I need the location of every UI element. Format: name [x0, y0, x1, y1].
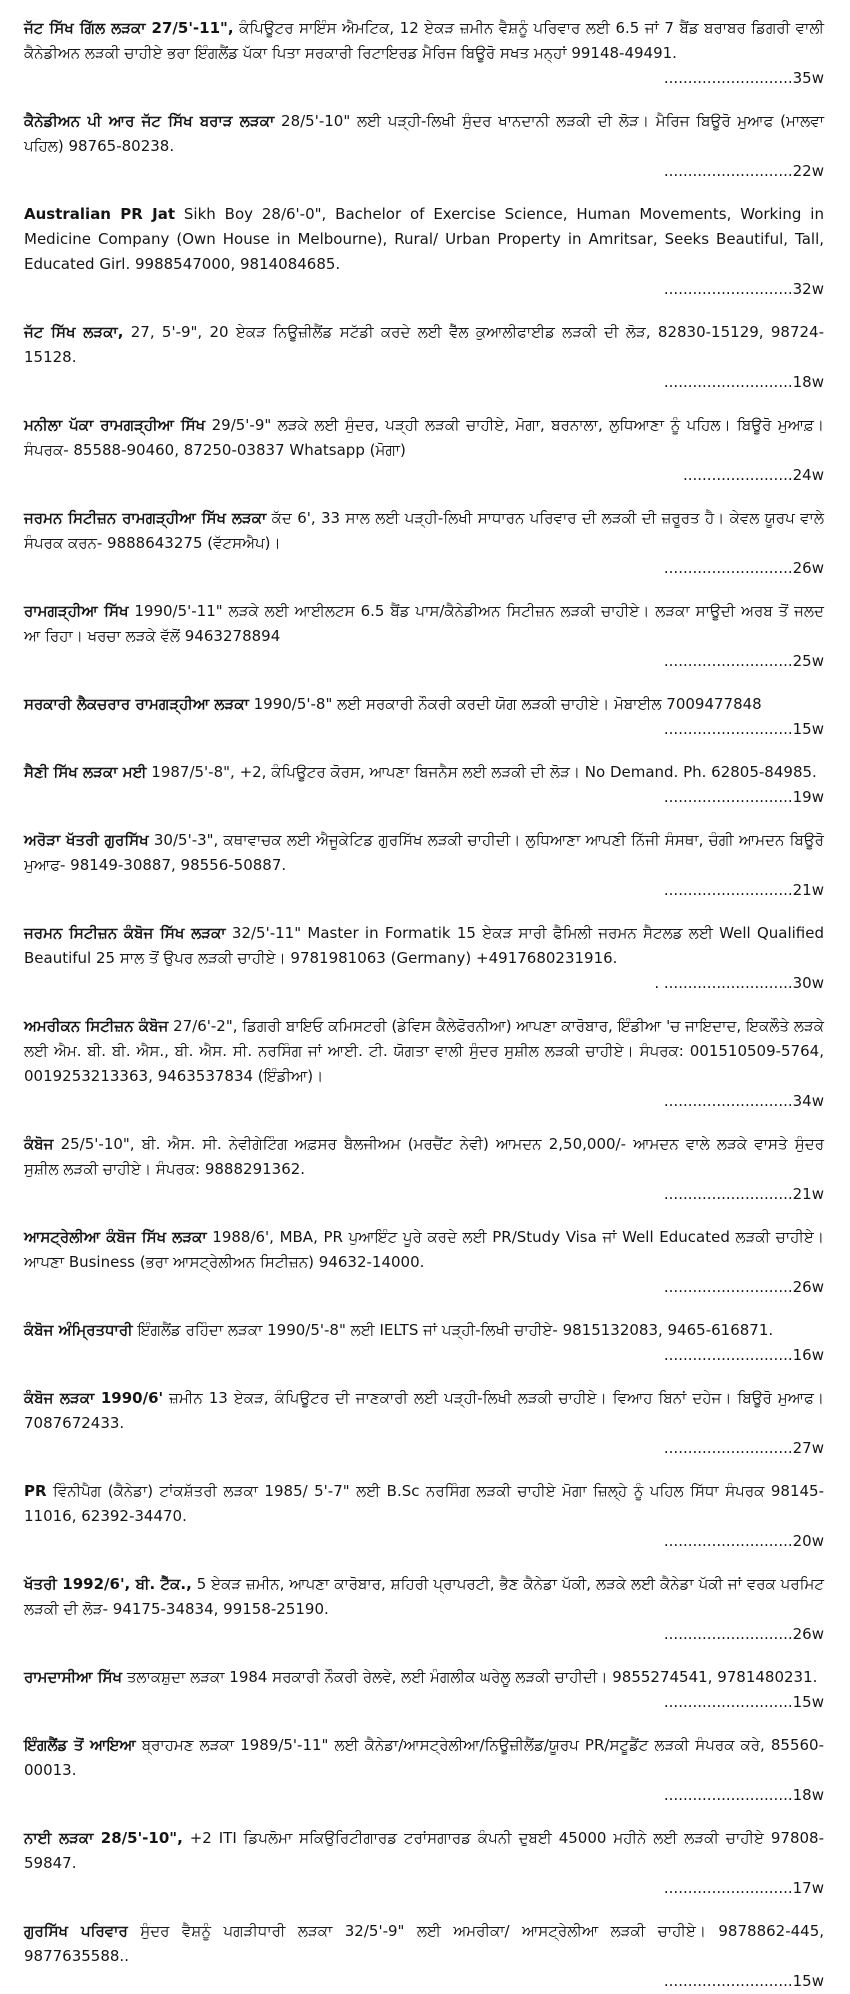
ad-body: ਇੰਗਲੈਂਡ ਰਹਿੰਦਾ ਲੜਕਾ 1990/5'-8" ਲਈ IELTS ਜਾਂ ਪੜ੍ਹੀ-ਲਿਖੀ ਚਾਹੀਏ- 9815132083, 9465-616871. — [132, 1321, 774, 1339]
ad-leader-dots: ........................... — [663, 1439, 793, 1457]
ad-footer — [24, 971, 824, 996]
ad-text — [24, 1014, 824, 1089]
ad-footer — [24, 1622, 824, 1647]
ad-word-count: 19w — [792, 788, 824, 806]
ad-leader-dots: ........................... — [663, 559, 793, 577]
ad-leader-dots: ........................... — [663, 69, 793, 87]
ad-text — [24, 202, 824, 277]
ad-word-count: 32w — [792, 280, 824, 298]
ad-body: 1990/5'-11" ਲੜਕੇ ਲਈ ਆਈਲਟਸ 6.5 ਬੈਂਡ ਪਾਸ/ਕੈਨੇਡੀਅਨ ਸਿਟੀਜ਼ਨ ਲੜਕੀ ਚਾਹੀਏ। ਲੜਕਾ ਸਾਊਦੀ ਅਰਬ ਤੋਂ ਜਲਦ ਆ ਰਿਹਾ। ਖਰਚਾ ਲੜਕੇ ਵੱਲੋਂ 9463278894 — [24, 602, 824, 645]
ad-footer — [24, 1969, 824, 1994]
ad-text — [24, 320, 824, 370]
ad-body: 25/5'-10", ਬੀ. ਐਸ. ਸੀ. ਨੇਵੀਗੇਟਿੰਗ ਅਫ਼ਸਰ ਬੈਲਜੀਅਮ (ਮਰਚੈਂਟ ਨੇਵੀ) ਆਮਦਨ 2,50,000/- ਆਮਦਨ ਵਾਲੇ ਲੜਕੇ ਵਾਸਤੇ ਸੁੰਦਰ ਸੁਸ਼ੀਲ ਲੜਕੀ ਚਾਹੀਏ। ਸੰਪਰਕ: 9888291362. — [24, 1135, 824, 1178]
ad-headline: ਜਰਮਨ ਸਿਟੀਜ਼ਨ ਰਾਮਗੜ੍ਹੀਆ ਸਿੱਖ ਲੜਕਾ — [24, 509, 267, 527]
classified-ad — [24, 1014, 824, 1114]
ad-headline: ਇੰਗਲੈਂਡ ਤੋਂ ਆਇਆ — [24, 1736, 136, 1754]
ad-headline: ਨਾਈ ਲੜਕਾ 28/5'-10", — [24, 1829, 183, 1847]
ad-footer — [24, 1690, 824, 1715]
ad-leader-dots: ........................... — [663, 720, 793, 738]
ad-body: ਵਿੰਨੀਪੈਗ (ਕੈਨੇਡਾ) ਟਾਂਕਸ਼ੱਤਰੀ ਲੜਕਾ 1985/ 5'-7" ਲਈ B.Sc ਨਰਸਿੰਗ ਲੜਕੀ ਚਾਹੀਏ ਮੋਗਾ ਜ਼ਿਲ੍ਹੇ ਨੂੰ ਪਹਿਲ ਸਿੱਧਾ ਸੰਪਰਕ 98145-11016, 62392-34470. — [24, 1482, 824, 1525]
ad-text — [24, 1826, 824, 1876]
ad-word-count: 15w — [792, 1693, 824, 1711]
ad-headline: ਕੰਬੋਜ — [24, 1135, 54, 1153]
ad-text — [24, 1132, 824, 1182]
ad-footer — [24, 785, 824, 810]
ad-body: ਬ੍ਰਾਹਮਣ ਲੜਕਾ 1989/5'-11" ਲਈ ਕੈਨੇਡਾ/ਆਸਟ੍ਰੇਲੀਆ/ਨਿਊਜ਼ੀਲੈਂਡ/ਯੂਰਪ PR/ਸਟੂਡੈਂਟ ਲੜਕੀ ਸੰਪਰਕ ਕਰੇ, 85560-00013. — [24, 1736, 824, 1779]
ad-footer — [24, 1436, 824, 1461]
ad-text — [24, 506, 824, 556]
ad-body: 1987/5'-8", +2, ਕੰਪਿਊਟਰ ਕੋਰਸ, ਆਪਣਾ ਬਿਜਨੈਸ ਲਈ ਲੜਕੀ ਦੀ ਲੋੜ। No Demand. Ph. 62805-84985. — [146, 763, 817, 781]
ad-word-count: 21w — [792, 1185, 824, 1203]
ad-leader-dots: ........................... — [663, 1786, 793, 1804]
ad-leader-dots: ........................... — [663, 373, 793, 391]
ad-word-count: 26w — [792, 1278, 824, 1296]
ad-body: ਕੰਪਿਊਟਰ ਸਾਇੰਸ ਐਮਟਿਕ, 12 ਏਕੜ ਜ਼ਮੀਨ ਵੈਸ਼ਨੂੰ ਪਰਿਵਾਰ ਲਈ 6.5 ਜਾਂ 7 ਬੈਂਡ ਬਰਾਬਰ ਡਿਗਰੀ ਵਾਲੀ ਕੈਨੇਡੀਅਨ ਲੜਕੀ ਚਾਹੀਏ ਭਰਾ ਇੰਗਲੈਂਡ ਪੱਕਾ ਪਿਤਾ ਸਰਕਾਰੀ ਰਿਟਾਇਰਡ ਮੈਰਿਜ ਬਿਊਰੋ ਸਖਤ ਮਨ੍ਹਾਂ 99148-49491. — [24, 19, 824, 62]
ad-word-count: 15w — [792, 720, 824, 738]
ad-word-count: 15w — [792, 1972, 824, 1990]
ad-body: 30/5'-3", ਕਥਾਵਾਚਕ ਲਈ ਐਜੂਕੇਟਿਡ ਗੁਰਸਿੱਖ ਲੜਕੀ ਚਾਹੀਦੀ। ਲੁਧਿਆਣਾ ਆਪਣੀ ਨਿੱਜੀ ਸੰਸਥਾ, ਚੰਗੀ ਆਮਦਨ ਬਿਊਰੋ ਮੁਆਫ- 98149-30887, 98556-50887. — [24, 831, 824, 874]
ad-footer — [24, 1529, 824, 1554]
ad-headline: ਗੁਰਸਿੱਖ ਪਰਿਵਾਰ — [24, 1922, 128, 1940]
ad-word-count: 24w — [792, 466, 824, 484]
classified-ad — [24, 16, 824, 91]
ad-leader-dots: ........................... — [663, 1278, 793, 1296]
classified-ad — [24, 1572, 824, 1647]
classified-ad — [24, 1665, 824, 1715]
ad-body: 27/6'-2", ਡਿਗਰੀ ਬਾਇਓ ਕਮਿਸਟਰੀ (ਡੇਵਿਸ ਕੈਲੇਫੋਰਨੀਆ) ਆਪਣਾ ਕਾਰੋਬਾਰ, ਇੰਡੀਆ 'ਚ ਜਾਇਦਾਦ, ਇਕਲੌਤੇ ਲੜਕੇ ਲਈ ਐਮ. ਬੀ. ਬੀ. ਐਸ., ਬੀ. ਐਸ. ਸੀ. ਨਰਸਿੰਗ ਜਾਂ ਆਈ. ਟੀ. ਯੋਗਤਾ ਵਾਲੀ ਸੁੰਦਰ ਸੁਸ਼ੀਲ ਲੜਕੀ ਚਾਹੀਏ। ਸੰਪਰਕ: 001510509-5764, 0019253213363, 9463537834 (ਇੰਡੀਆ)। — [24, 1017, 824, 1085]
classified-ad — [24, 828, 824, 903]
classified-ad — [24, 1132, 824, 1207]
ad-footer — [24, 878, 824, 903]
classified-ad — [24, 109, 824, 184]
ad-text — [24, 921, 824, 971]
ad-body: 5 ਏਕੜ ਜ਼ਮੀਨ, ਆਪਣਾ ਕਾਰੋਬਾਰ, ਸ਼ਹਿਰੀ ਪ੍ਰਾਪਰਟੀ, ਭੈਣ ਕੈਨੇਡਾ ਪੱਕੀ, ਲੜਕੇ ਲਈ ਕੈਨੇਡਾ ਪੱਕੀ ਜਾਂ ਵਰਕ ਪਰਮਿਟ ਲੜਕੀ ਦੀ ਲੋੜ- 94175-34834, 99158-25190. — [24, 1575, 824, 1618]
ad-leader-dots: ........................... — [663, 280, 793, 298]
ad-text — [24, 599, 824, 649]
ad-text — [24, 109, 824, 159]
ad-body: 1988/6', MBA, PR ਪੁਆਇੰਟ ਪੂਰੇ ਕਰਦੇ ਲਈ PR/Study Visa ਜਾਂ Well Educated ਲੜਕੀ ਚਾਹੀਏ। ਆਪਣਾ Business (ਭਰਾ ਆਸਟ੍ਰੇਲੀਅਨ ਸਿਟੀਜ਼ਨ) 94632-14000. — [24, 1228, 824, 1271]
ad-leader-dots: ........................... — [663, 1532, 793, 1550]
ad-headline: ਮਨੀਲਾ ਪੱਕਾ ਰਾਮਗੜ੍ਹੀਆ ਸਿੱਖ — [24, 416, 206, 434]
ad-leader-dots: ........................... — [663, 1092, 793, 1110]
ad-headline: ਰਾਮਗੜ੍ਹੀਆ ਸਿੱਖ — [24, 602, 129, 620]
classified-ad — [24, 1386, 824, 1461]
ad-body: 32/5'-11" Master in Formatik 15 ਏਕੜ ਸਾਰੀ ਫੈਮਿਲੀ ਜਰਮਨ ਸੈਟਲਡ ਲਈ Well Qualified Beautiful 25 ਸਾਲ ਤੋਂ ਉਪਰ ਲੜਕੀ ਚਾਹੀਏ। 9781981063 (Germany) +4917680231916. — [24, 924, 824, 967]
ad-text — [24, 760, 824, 785]
ad-footer — [24, 649, 824, 674]
ad-headline: ਜੱਟ ਸਿੱਖ ਲੜਕਾ, — [24, 323, 124, 341]
ad-text — [24, 1225, 824, 1275]
classified-ad — [24, 1479, 824, 1554]
ad-footer — [24, 66, 824, 91]
classified-ad — [24, 692, 824, 742]
ad-body: ਜ਼ਮੀਨ 13 ਏਕੜ, ਕੰਪਿਊਟਰ ਦੀ ਜਾਣਕਾਰੀ ਲਈ ਪੜ੍ਹੀ-ਲਿਖੀ ਲੜਕੀ ਚਾਹੀਏ। ਵਿਆਹ ਬਿਨਾਂ ਦਹੇਜ। ਬਿਊਰੋ ਮੁਆਫ। 7087672433. — [24, 1389, 824, 1432]
ad-headline: ਰਾਮਦਾਸੀਆ ਸਿੱਖ — [24, 1668, 123, 1686]
ad-footer — [24, 1343, 824, 1368]
ad-headline: ਅਰੋੜਾ ਖੱਤਰੀ ਗੁਰਸਿੱਖ — [24, 831, 149, 849]
ad-leader-dots: ........................... — [663, 1185, 793, 1203]
ad-leader-dots: ........................... — [663, 1972, 793, 1990]
classified-ad — [24, 320, 824, 395]
ad-text — [24, 828, 824, 878]
ad-footer — [24, 1089, 824, 1114]
ad-footer — [24, 1876, 824, 1901]
ad-text — [24, 16, 824, 66]
ad-body: 27, 5'-9", 20 ਏਕੜ ਨਿਊਜ਼ੀਲੈਂਡ ਸਟੱਡੀ ਕਰਦੇ ਲਈ ਵੈੱਲ ਕੁਆਲੀਫਾਈਡ ਲੜਕੀ ਦੀ ਲੋੜ, 82830-15129, 98724-15128. — [24, 323, 824, 366]
ad-footer — [24, 159, 824, 184]
ad-body: 28/5'-10" ਲਈ ਪੜ੍ਹੀ-ਲਿਖੀ ਸੁੰਦਰ ਖਾਨਦਾਨੀ ਲੜਕੀ ਦੀ ਲੋੜ। ਮੈਰਿਜ ਬਿਊਰੋ ਮੁਆਫ (ਮਾਲਵਾ ਪਹਿਲ) 98765-80238. — [24, 112, 824, 155]
ad-headline: ਅਮਰੀਕਨ ਸਿਟੀਜ਼ਨ ਕੰਬੋਜ — [24, 1017, 169, 1035]
ad-word-count: 34w — [792, 1092, 824, 1110]
classified-ad — [24, 413, 824, 488]
ad-text — [24, 1318, 824, 1343]
ad-headline: ਜਰਮਨ ਸਿਟੀਜ਼ਨ ਕੰਬੋਜ ਸਿੱਖ ਲੜਕਾ — [24, 924, 226, 942]
ad-text — [24, 1479, 824, 1529]
ad-footer — [24, 1275, 824, 1300]
ad-word-count: 20w — [792, 1532, 824, 1550]
ad-headline: ਜੱਟ ਸਿੱਖ ਗਿੱਲ ਲੜਕਾ 27/5'-11", — [24, 19, 234, 37]
classified-ad — [24, 760, 824, 810]
ad-word-count: 21w — [792, 881, 824, 899]
ad-word-count: 18w — [792, 373, 824, 391]
ad-body: Sikh Boy 28/6'-0", Bachelor of Exercise Science, Human Movements, Working in Medicine Company (Own House in Melbourne), Rural/ Urban Property in Amritsar, Seeks Beautiful, Tall, Educated Girl. 9988547000, 9814084685. — [24, 205, 824, 273]
classified-ad — [24, 1919, 824, 1994]
ad-footer — [24, 463, 824, 488]
ad-leader-dots: ........................... — [663, 1625, 793, 1643]
classified-ad — [24, 599, 824, 674]
ad-footer — [24, 1783, 824, 1808]
ad-word-count: 16w — [792, 1346, 824, 1364]
ad-headline: ਕੈਨੇਡੀਅਨ ਪੀ ਆਰ ਜੱਟ ਸਿੱਖ ਬਰਾੜ ਲੜਕਾ — [24, 112, 275, 130]
ad-text — [24, 692, 824, 717]
ad-word-count: 27w — [792, 1439, 824, 1457]
ad-word-count: 18w — [792, 1786, 824, 1804]
classified-ad — [24, 506, 824, 581]
ad-word-count: 22w — [792, 162, 824, 180]
ad-text — [24, 1572, 824, 1622]
ad-headline: ਸੈਣੀ ਸਿੱਖ ਲੜਕਾ ਮਈ — [24, 763, 147, 781]
ad-text — [24, 1919, 824, 1969]
ad-word-count: 26w — [792, 1625, 824, 1643]
ad-text — [24, 1665, 824, 1690]
ad-headline: Australian PR Jat — [24, 205, 176, 223]
ad-word-count: 26w — [792, 559, 824, 577]
ad-word-count: 25w — [792, 652, 824, 670]
ad-headline: ਕੰਬੋਜ ਲੜਕਾ 1990/6' — [24, 1389, 164, 1407]
ad-footer — [24, 556, 824, 581]
ad-leader-dots: ........................... — [663, 881, 793, 899]
ad-leader-dots: ........................... — [663, 1879, 793, 1897]
ad-body: +2 ITI ਡਿਪਲੋਮਾ ਸਕਿਉਰਿਟੀਗਾਰਡ ਟਰਾਂਸਗਾਰਡ ਕੰਪਨੀ ਦੁਬਈ 45000 ਮਹੀਨੇ ਲਈ ਲੜਕੀ ਚਾਹੀਏ 97808-59847. — [24, 1829, 824, 1872]
ad-leader-dots: . ........................... — [654, 974, 793, 992]
ad-word-count: 35w — [792, 69, 824, 87]
classified-ad — [24, 202, 824, 302]
ad-footer — [24, 1182, 824, 1207]
ad-body: 1990/5'-8" ਲਈ ਸਰਕਾਰੀ ਨੌਕਰੀ ਕਰਦੀ ਯੋਗ ਲੜਕੀ ਚਾਹੀਏ। ਮੋਬਾਈਲ 7009477848 — [248, 695, 762, 713]
ad-body: ਤਲਾਕਸ਼ੁਦਾ ਲੜਕਾ 1984 ਸਰਕਾਰੀ ਨੌਕਰੀ ਰੇਲਵੇ, ਲਈ ਮੰਗਲੀਕ ਘਰੇਲੂ ਲੜਕੀ ਚਾਹੀਦੀ। 9855274541, 9781480231. — [122, 1668, 818, 1686]
ad-headline: ਕੰਬੋਜ ਅੰਮ੍ਰਿਤਧਾਰੀ — [24, 1321, 133, 1339]
classified-ad — [24, 1225, 824, 1300]
ad-body: 29/5'-9" ਲੜਕੇ ਲਈ ਸੁੰਦਰ, ਪੜ੍ਹੀ ਲੜਕੀ ਚਾਹੀਏ, ਮੋਗਾ, ਬਰਨਾਲਾ, ਲੁਧਿਆਣਾ ਨੂੰ ਪਹਿਲ। ਬਿਊਰੋ ਮੁਆਫ਼। ਸੰਪਰਕ- 85588-90460, 87250-03837 Whatsapp (ਮੋਗਾ) — [24, 416, 824, 459]
ad-headline: ਸਰਕਾਰੀ ਲੈਕਚਰਾਰ ਰਾਮਗੜ੍ਹੀਆ ਲੜਕਾ — [24, 695, 249, 713]
ad-text — [24, 1386, 824, 1436]
ad-leader-dots: ........................... — [663, 1346, 793, 1364]
ad-leader-dots: ........................... — [663, 652, 793, 670]
classified-ad — [24, 921, 824, 996]
ad-leader-dots: ....................... — [682, 466, 793, 484]
ad-text — [24, 1733, 824, 1783]
ad-leader-dots: ........................... — [663, 162, 793, 180]
classified-ad — [24, 1733, 824, 1808]
ad-headline: PR — [24, 1482, 47, 1500]
classified-ad — [24, 1318, 824, 1368]
ad-footer — [24, 717, 824, 742]
ad-headline: ਆਸਟ੍ਰੇਲੀਆ ਕੰਬੋਜ ਸਿੱਖ ਲੜਕਾ — [24, 1228, 207, 1246]
ad-word-count: 30w — [792, 974, 824, 992]
ad-word-count: 17w — [792, 1879, 824, 1897]
ad-footer — [24, 277, 824, 302]
ad-body: ਸੁੰਦਰ ਵੈਸ਼ਨੂੰ ਪਗੜੀਧਾਰੀ ਲੜਕਾ 32/5'-9" ਲਈ ਅਮਰੀਕਾ/ ਆਸਟ੍ਰੇਲੀਆ ਲੜਕੀ ਚਾਹੀਏ। 9878862-445, 9877635588.. — [24, 1922, 825, 1965]
ad-footer — [24, 370, 824, 395]
ad-headline: ਖੱਤਰੀ 1992/6', ਬੀ. ਟੈੱਕ., — [24, 1575, 192, 1593]
ad-leader-dots: ........................... — [663, 788, 793, 806]
ad-body: ਕੱਦ 6', 33 ਸਾਲ ਲਈ ਪੜ੍ਹੀ-ਲਿਖੀ ਸਾਧਾਰਨ ਪਰਿਵਾਰ ਦੀ ਲੜਕੀ ਦੀ ਜ਼ਰੂਰਤ ਹੈ। ਕੇਵਲ ਯੂਰਪ ਵਾਲੇ ਸੰਪਰਕ ਕਰਨ- 9888643275 (ਵੱਟਸਐਪ)। — [24, 509, 824, 552]
ad-leader-dots: ........................... — [663, 1693, 793, 1711]
classified-ad — [24, 1826, 824, 1901]
ad-text — [24, 413, 824, 463]
